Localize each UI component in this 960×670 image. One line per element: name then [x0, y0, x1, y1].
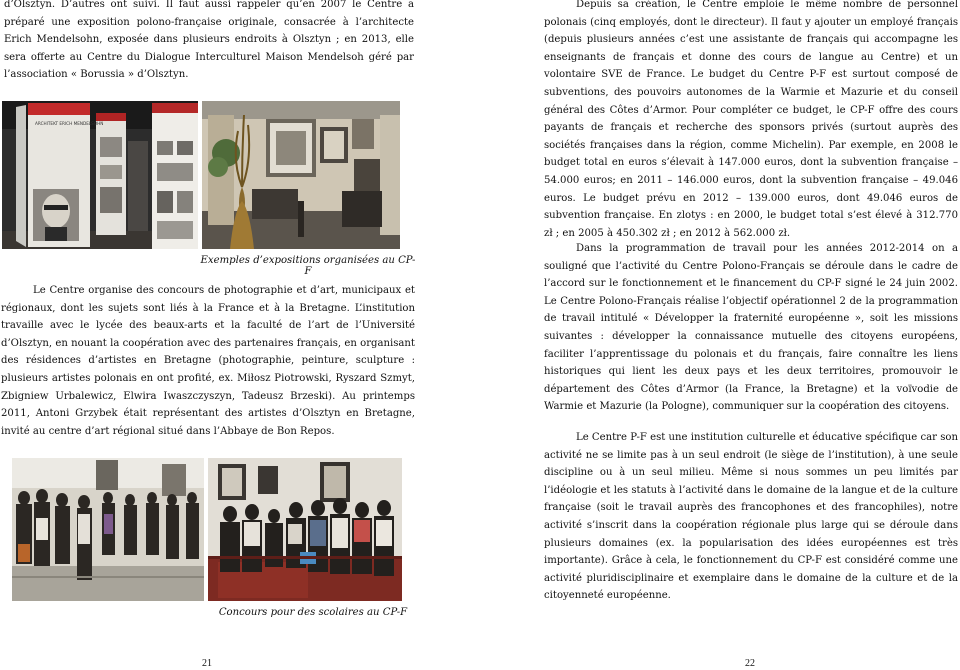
exhibition-panels-photo [2, 101, 198, 249]
page-number-right: 22 [745, 658, 755, 669]
students-group-photo [12, 458, 204, 601]
award-ceremony-photo [208, 458, 402, 601]
exhibit-panel-heading: ARCHITEKT ERICH MENDELSOHN [35, 121, 104, 126]
page-number-left: 21 [202, 658, 212, 669]
exhibition-caption: Exemples d’expositions organisées au CP-F [200, 255, 416, 277]
intro-paragraph: d’Olsztyn. D’autres ont suivi. Il faut aussi rappeler qu’en 2007 le Centre a préparé une exposition polono-française originale, consacrée à l’architecte Erich Mendelsohn, exposée dans plusieurs endroits à Olsztyn ; en 2013, elle sera offerte au Centre du Dialogue Interculturel Maison Mendelsoh géré par l’association « Borussia » d’Olsztyn. [4, 0, 414, 81]
programme-paragraph: Dans la programmation de travail pour les années 2012-2014 on a souligné que l’activité du Centre Polono-Français se déroule dans le cadre de l’accord sur le fonctionnement et le financement du CP-F signé le 24 juin 2002. Le Centre Polono-Français réalise l’objectif opérationnel 2 de la programmation de travail intitulé « Développer la fraternité européenne », soit les missions suivantes : développer la connaissance mutuelle des citoyens européens, faciliter l’apprentissage du polonais et du français, faire connaître les liens historiques qui lient les deux pays et les deux territoires, promouvoir le département des Côtes d’Armor (la France, la Bretagne) et la voïvodie de Warmie et Mazurie (la Pologne), communiquer sur la coopération des citoyens. [544, 243, 958, 413]
institution-paragraph: Le Centre P-F est une institution culturelle et éducative spécifique car son activité ne se limite pas à un seul endroit (le siège de l’institution), à une seule discipline ou à un seul milieu. Même si nous sommes un peu limités par l’idéologie et les statuts à l’activité dans le domaine de la langue et de la culture française (soit le travail auprès des francophones et des francophiles), notre activité s’inscrit dans la coopération régionale plus large qui se déroule dans plusieurs domaines (ex. la popularisation des idées européennes est très importante). Grâce à cela, le fonctionnement du CP-F est considéré comme une activité pluridisciplinaire et exemplaire dans le domaine de la culture et de la citoyenneté européenne. [544, 432, 958, 602]
contest-caption: Concours pour des scolaires au CP-F [218, 607, 408, 618]
budget-paragraph: Depuis sa création, le Centre emploie le même nombre de personnel polonais (cinq employés, dont le directeur). Il faut y ajouter un employé français (depuis plusieurs années c’est une assistante de français qui accompagne les enseignants de français et donne des cours de langue au Centre) et un volontaire SVE de France. Le budget du Centre P-F est surtout composé de subventions, des pouvoirs autonomes de la Warmie et Mazurie et du conseil général des Côtes d’Armor. Pour compléter ce budget, le CP-F offre des cours payants de français et recherche des sponsors privés (surtout auprès des sociétés françaises dans la région, comme Michelin). Par exemple, en 2008 le budget total en euros s’élevait à 147.000 euros, dont la subvention française – 54.000 euros; en 2011 – 146.000 euros, dont la subvention française – 49.046 euros. Le budget prévu en 2012 – 139.000 euros, dont 49.046 euros de subvention française. En zlotys : en 2000, le budget total s’est élevé à 312.770 zł ; en 2005 à 450.302 zł ; en 2012 à 562.000 zł. [544, 0, 958, 239]
contests-paragraph: Le Centre organise des concours de photographie et d’art, municipaux et régionaux, dont les sujets sont liés à la France et à la Bretagne. L’institution travaille avec le lycée des beaux-arts et la faculté de l’art de l’Université d’Olsztyn, en nouant la coopération avec des partenaires français, en organisant des résidences d’artistes en Bretagne (photographie, peinture, sculpture : plusieurs artistes polonais en ont profité, ex. Miłosz Piotrowski, Ryszard Szmyt, Zbigniew Urbalewicz, Elwira Iwaszczyszyn, Tadeusz Brzeski). Au printemps 2011, Antoni Grzybek était représentant des artistes d’Olsztyn en Bretagne, invité au centre d’art régional situé dans l’Abbaye de Bon Repos. [1, 285, 415, 437]
right-page [480, 0, 960, 670]
gallery-sculpture-photo [202, 101, 400, 249]
